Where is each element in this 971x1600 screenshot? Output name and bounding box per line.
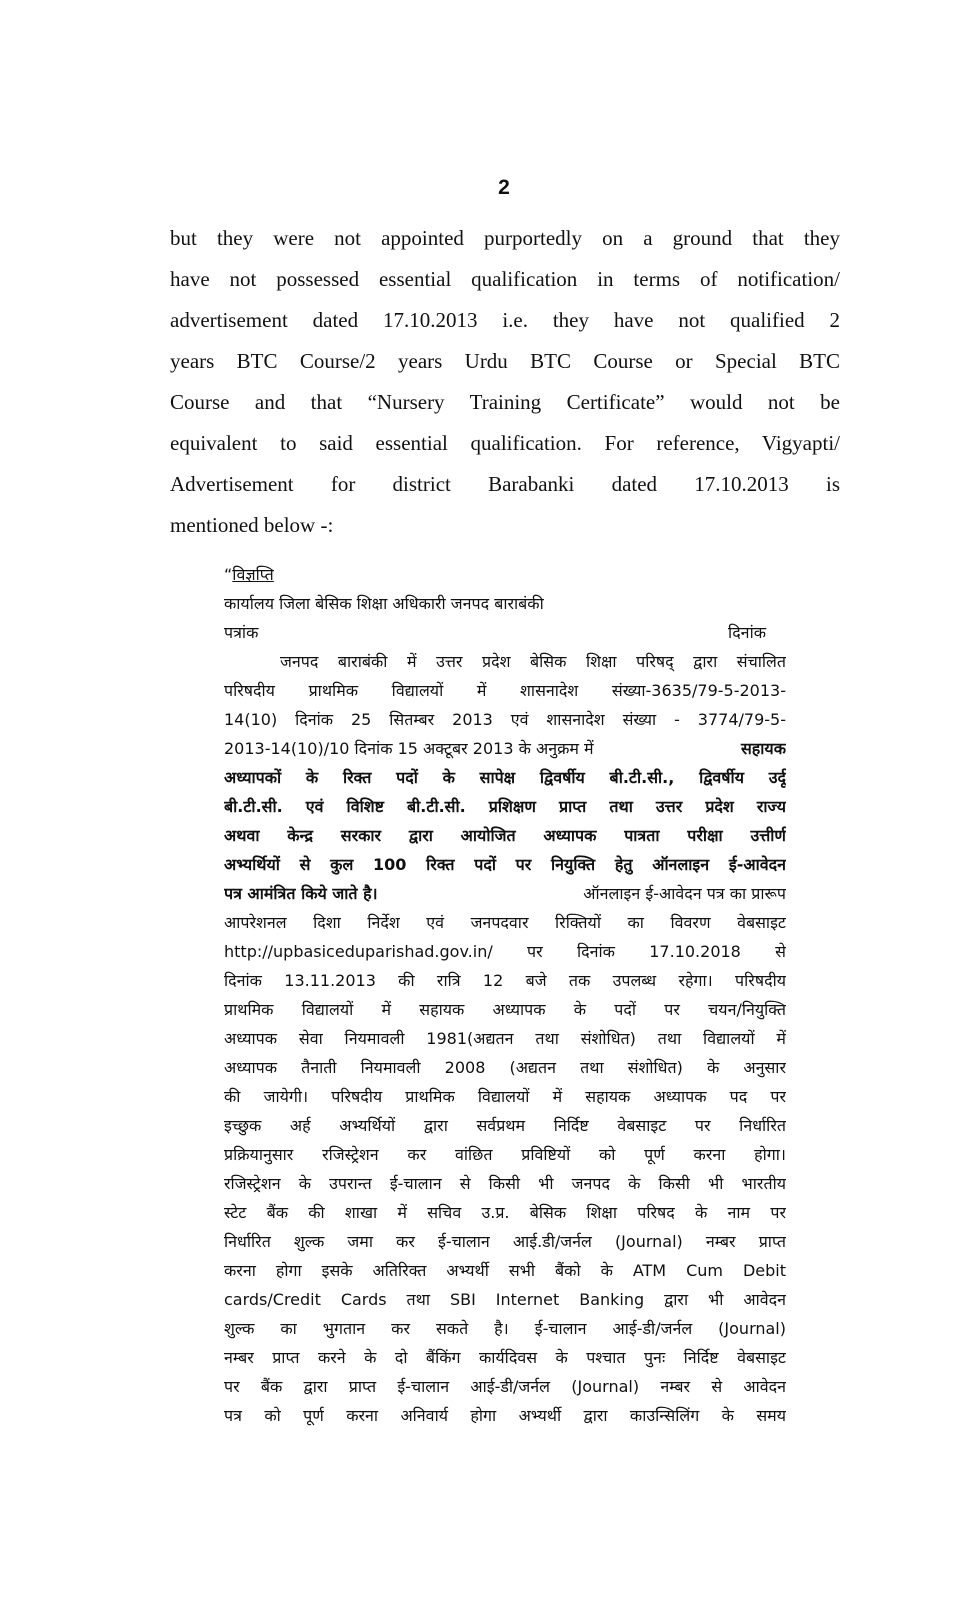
notice-line: दिनांक 13.11.2013 की रात्रि 12 बजे तक उपलब्ध रहेगा। परिषदीय: [224, 971, 786, 990]
dinank-label: दिनांक: [728, 623, 766, 642]
notice-line: इच्छुक अर्ह अभ्यर्थियों द्वारा सर्वप्रथम निर्दिष्ट वेबसाइट पर निर्धारित: [224, 1116, 786, 1135]
opening-quote: “: [224, 565, 233, 584]
notice-line: पत्र को पूर्ण करना अनिवार्य होगा अभ्यर्थी द्वारा काउन्सिलिंग के समय: [224, 1406, 786, 1425]
notice-line: निर्धारित शुल्क जमा कर ई-चालान आई.डी/जर्नल (Journal) नम्बर प्राप्त: [224, 1232, 786, 1251]
notice-line: http://upbasiceduparishad.gov.in/ पर दिनांक 17.10.2018 से: [224, 942, 786, 961]
notice-office: कार्यालय जिला बेसिक शिक्षा अधिकारी जनपद बाराबंकी: [224, 594, 544, 613]
patrank-label: पत्रांक: [224, 623, 259, 642]
notice-line: 14(10) दिनांक 25 सितम्बर 2013 एवं शासनादेश संख्या - 3774/79-5-: [224, 710, 786, 729]
body-paragraph: [170, 218, 840, 546]
body-line: years BTC Course/2 years Urdu BTC Course or Special BTC: [170, 349, 840, 373]
notice-line: अध्यापक तैनाती नियमावली 2008 (अद्यतन तथा संशोधित) के अनुसार: [224, 1058, 786, 1077]
notice-line-bold-part: पत्र आमंत्रित किये जाते है।: [224, 884, 378, 903]
body-line: have not possessed essential qualification in terms of notification/: [170, 267, 840, 291]
notice-line-part: ऑनलाइन ई-आवेदन पत्र का प्रारूप: [583, 884, 786, 903]
notice-line: परिषदीय प्राथमिक विद्यालयों में शासनादेश संख्या-3635/79-5-2013-: [224, 681, 786, 700]
notice-line: प्राथमिक विद्यालयों में सहायक अध्यापक के पदों पर चयन/नियुक्ति: [224, 1000, 786, 1019]
notice-line: प्रक्रियानुसार रजिस्ट्रेशन कर वांछित प्रविष्टियों को पूर्ण करना होगा।: [224, 1145, 786, 1164]
notice-heading-row: [224, 560, 786, 589]
notice-line: नम्बर प्राप्त करने के दो बैंकिंग कार्यदिवस के पश्चात पुनः निर्दिष्ट वेबसाइट: [224, 1348, 786, 1367]
body-line: advertisement dated 17.10.2013 i.e. they have not qualified 2: [170, 308, 840, 332]
notice-line-part: 2013-14(10)/10 दिनांक 15 अक्टूबर 2013 के अनुक्रम में: [224, 739, 594, 758]
body-line: Advertisement for district Barabanki dated 17.10.2013 is: [170, 472, 840, 496]
notice-line: की जायेगी। परिषदीय प्राथमिक विद्यालयों में सहायक अध्यापक पद पर: [224, 1087, 786, 1106]
notice-line: आपरेशनल दिशा निर्देश एवं जनपदवार रिक्तियों का विवरण वेबसाइट: [224, 913, 786, 932]
notice-line-bold: अध्यापकों के रिक्त पदों के सापेक्ष द्विवर्षीय बी.टी.सी., द्विवर्षीय उर्दू: [224, 768, 786, 787]
notice-line: करना होगा इसके अतिरिक्त अभ्यर्थी सभी बैंको के ATM Cum Debit: [224, 1261, 786, 1280]
notice-line-bold-part: सहायक: [740, 739, 786, 758]
body-line: Course and that “Nursery Training Certificate” would not be: [170, 390, 840, 414]
notice-line: cards/Credit Cards तथा SBI Internet Banking द्वारा भी आवेदन: [224, 1290, 786, 1309]
body-line: mentioned below -:: [170, 513, 334, 537]
notice-line-mixed: [224, 734, 786, 763]
body-line: but they were not appointed purportedly on a ground that they: [170, 226, 840, 250]
notice-line: रजिस्ट्रेशन के उपरान्त ई-चालान से किसी भी जनपद के किसी भी भारतीय: [224, 1174, 786, 1193]
reference-row: [224, 618, 786, 647]
page-number: 2: [498, 176, 510, 199]
notice-line: जनपद बाराबंकी में उत्तर प्रदेश बेसिक शिक्षा परिषद् द्वारा संचालित: [280, 652, 786, 671]
notice-line: पर बैंक द्वारा प्राप्त ई-चालान आई-डी/जर्नल (Journal) नम्बर से आवेदन: [224, 1377, 786, 1396]
body-line: equivalent to said essential qualification. For reference, Vigyapti/: [170, 431, 840, 455]
quoted-notice: [224, 560, 786, 1430]
notice-line-bold: बी.टी.सी. एवं विशिष्ट बी.टी.सी. प्रशिक्षण प्राप्त तथा उत्तर प्रदेश राज्य: [224, 797, 786, 816]
notice-line: अध्यापक सेवा नियमावली 1981(अद्यतन तथा संशोधित) तथा विद्यालयों में: [224, 1029, 786, 1048]
notice-line-mixed: [224, 879, 786, 908]
notice-heading: विज्ञप्ति: [232, 565, 274, 584]
notice-line: स्टेट बैंक की शाखा में सचिव उ.प्र. बेसिक शिक्षा परिषद के नाम पर: [224, 1203, 786, 1222]
notice-line: शुल्क का भुगतान कर सकते है। ई-चालान आई-डी/जर्नल (Journal): [224, 1319, 786, 1338]
notice-line-bold: अथवा केन्द्र सरकार द्वारा आयोजित अध्यापक पात्रता परीक्षा उत्तीर्ण: [224, 826, 786, 845]
notice-line-bold: अभ्यर्थियों से कुल 100 रिक्त पदों पर नियुक्ति हेतु ऑनलाइन ई-आवेदन: [224, 855, 786, 874]
